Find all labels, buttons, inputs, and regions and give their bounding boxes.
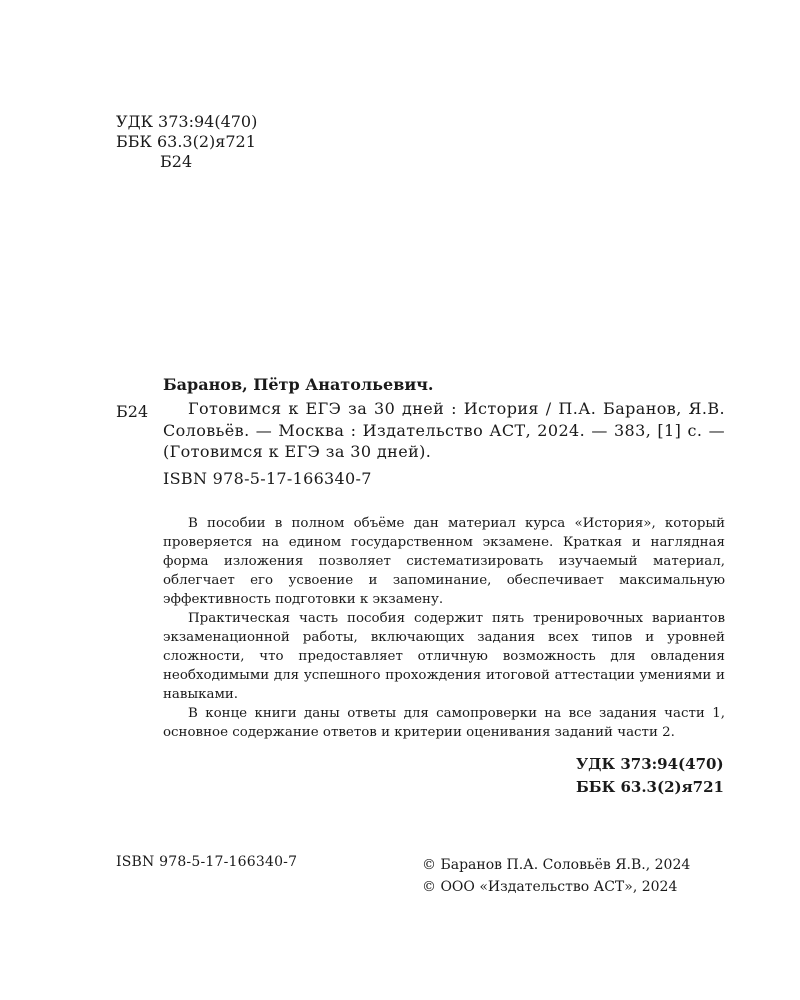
bbk-code: ББК 63.3(2)я721 bbox=[116, 132, 256, 151]
udk-code: УДК 373:94(470) bbox=[575, 755, 724, 773]
record-cutter: Б24 bbox=[116, 402, 149, 421]
copyright bbox=[422, 854, 690, 898]
bibliographic-description: Готовимся к ЕГЭ за 30 дней : История / П.А. Баранов, Я.В. Соловьёв. — Москва : Издательство АСТ, 2024. — 383, [1] с. — (Готовимся к ЕГЭ за 30 дней). bbox=[163, 399, 725, 461]
copyright-publisher: © ООО «Издательство АСТ», 2024 bbox=[422, 879, 678, 895]
classification-codes-footer bbox=[576, 753, 724, 799]
copyright-authors: © Баранов П.А. Соловьёв Я.В., 2024 bbox=[422, 857, 691, 873]
abstract-paragraph: Практическая часть пособия содержит пять тренировочных вариантов экзаменационной работы, включающих задания всех типов и уровней сложности, что предоставляет отличную возможность для овладения необходимыми для успешного прохождения итоговой аттестации умениями и навыками. bbox=[163, 611, 725, 702]
isbn-footer: ISBN 978-5-17-166340-7 bbox=[116, 854, 298, 870]
abstract bbox=[163, 514, 725, 742]
abstract-paragraph: В пособии в полном объёме дан материал курса «История», который проверяется на едином государственном экзамене. Краткая и наглядная форма изложения позволяет систематизировать изучаемый материал, облегчает его усвоение и запоминание, обеспечивает максимальную эффективность подготовки к экзамену. bbox=[163, 516, 725, 607]
author-heading: Баранов, Пётр Анатольевич. bbox=[163, 375, 434, 394]
abstract-paragraph: В конце книги даны ответы для самопроверки на все задания части 1, основное содержание ответов и критерии оценивания заданий части 2. bbox=[163, 706, 725, 740]
cutter-code: Б24 bbox=[160, 152, 193, 171]
isbn: ISBN 978-5-17-166340-7 bbox=[163, 469, 372, 488]
bbk-code: ББК 63.3(2)я721 bbox=[575, 778, 724, 796]
udk-code: УДК 373:94(470) bbox=[116, 112, 258, 131]
classification-codes bbox=[116, 112, 257, 172]
